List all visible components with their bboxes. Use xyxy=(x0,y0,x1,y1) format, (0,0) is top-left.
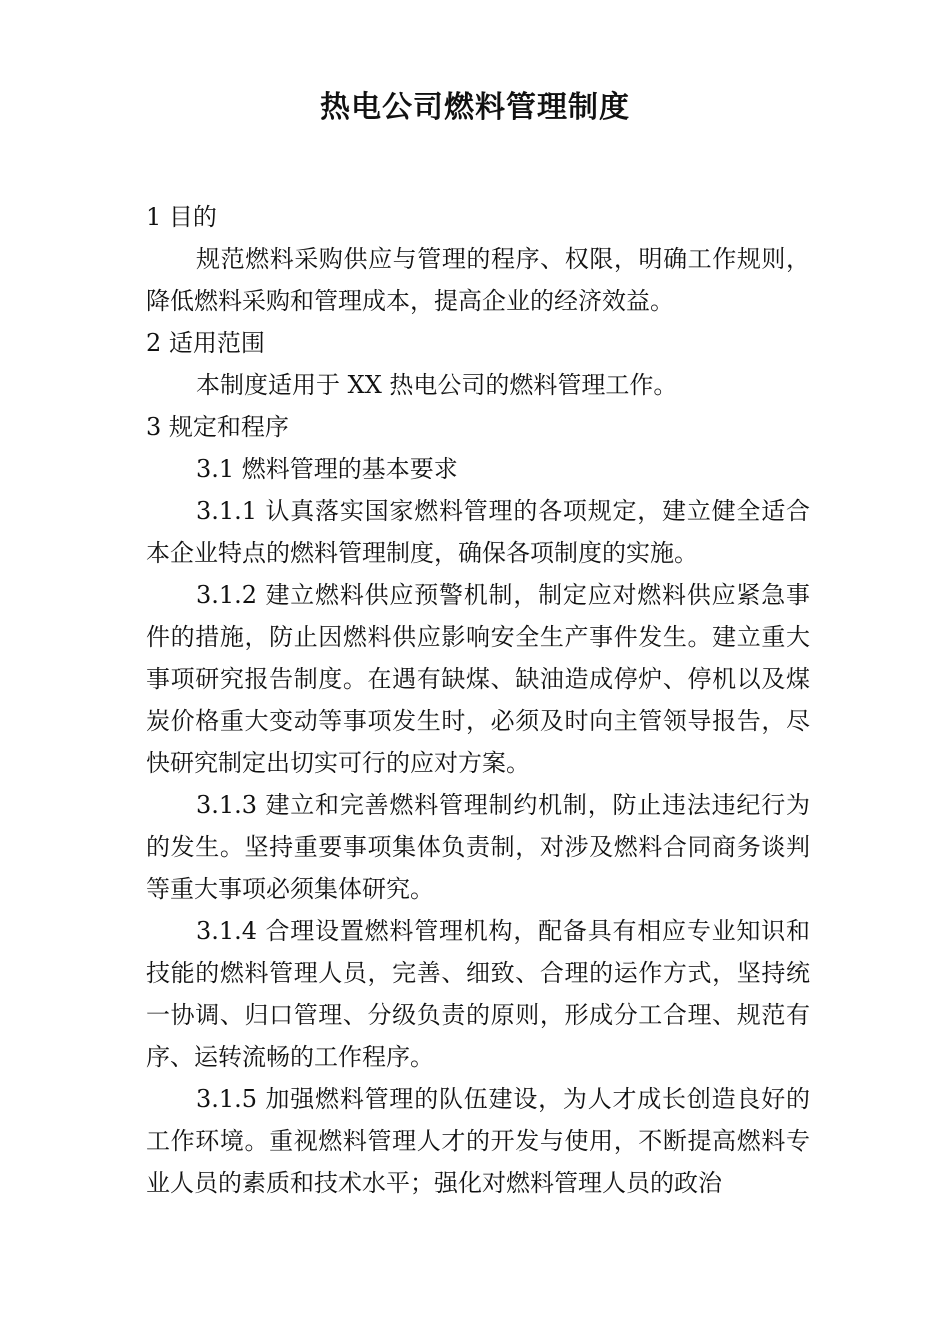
paragraph-3-1-3: 3.1.3 建立和完善燃料管理制约机制，防止违法违纪行为的发生。坚持重要事项集体负责制，对涉及燃料合同商务谈判等重大事项必须集体研究。 xyxy=(146,791,810,903)
section-heading-purpose: 1 目的 xyxy=(146,203,217,231)
section-heading-scope: 2 适用范围 xyxy=(146,329,265,357)
subheading-3-1: 3.1 燃料管理的基本要求 xyxy=(196,455,458,483)
paragraph-3-1-5: 3.1.5 加强燃料管理的队伍建设，为人才成长创造良好的工作环境。重视燃料管理人才的开发与使用，不断提高燃料专业人员的素质和技术水平；强化对燃料管理人员的政治 xyxy=(146,1085,810,1197)
document-title: 热电公司燃料管理制度 xyxy=(320,90,630,125)
paragraph-3-1-2: 3.1.2 建立燃料供应预警机制，制定应对燃料供应紧急事件的措施，防止因燃料供应影响安全生产事件发生。建立重大事项研究报告制度。在遇有缺煤、缺油造成停炉、停机以及煤炭价格重大变动等事项发生时，必须及时向主管领导报告，尽快研究制定出切实可行的应对方案。 xyxy=(146,581,810,777)
paragraph-purpose: 规范燃料采购供应与管理的程序、权限，明确工作规则，降低燃料采购和管理成本，提高企业的经济效益。 xyxy=(146,245,810,315)
paragraph-3-1-4: 3.1.4 合理设置燃料管理机构，配备具有相应专业知识和技能的燃料管理人员，完善、细致、合理的运作方式，坚持统一协调、归口管理、分级负责的原则，形成分工合理、规范有序、运转流畅的工作程序。 xyxy=(146,917,810,1071)
paragraph-3-1-1: 3.1.1 认真落实国家燃料管理的各项规定，建立健全适合本企业特点的燃料管理制度，确保各项制度的实施。 xyxy=(146,497,810,567)
paragraph-scope: 本制度适用于 XX 热电公司的燃料管理工作。 xyxy=(196,371,678,399)
document-body xyxy=(146,196,810,1204)
section-heading-rules: 3 规定和程序 xyxy=(146,413,289,441)
